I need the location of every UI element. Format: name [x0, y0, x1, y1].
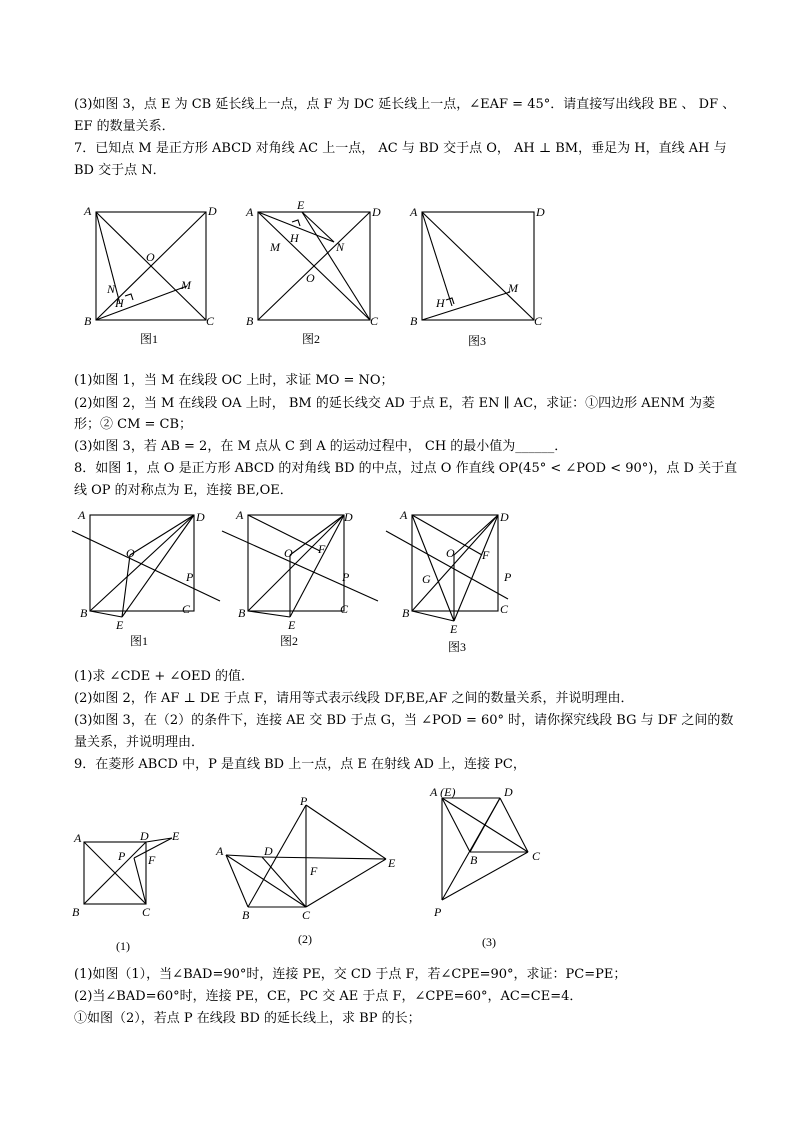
q9-f3-label-p: P: [434, 905, 442, 919]
q9-stem: 9．在菱形 ABCD 中，P 是直线 BD 上一点，点 E 在射线 AD 上，连接 PC，: [74, 757, 526, 772]
q8-f1-label-p: P: [186, 570, 194, 584]
q7-f2-caption: 图2: [302, 332, 321, 346]
q9-f3-caption: (3): [482, 935, 496, 949]
q9-part1: (1)如图（1），当∠BAD=90°时，连接 PE，交 CD 于点 F，若∠CPE=90°，求证：PC=PE；: [74, 967, 627, 982]
q9-f2-label-a: A: [216, 844, 224, 858]
q8-f1-label-c: C: [182, 602, 191, 616]
q7-f3-label-c: C: [534, 314, 543, 328]
q8-stem-line2: 线 OP 的对称点为 E，连接 BE,OE．: [74, 483, 293, 498]
q8-f1-label-a: A: [78, 508, 86, 522]
q6-part3-line1: (3)如图 3，点 E 为 CB 延长线上一点，点 F 为 DC 延长线上一点，∠EAF = 45°．请直接写出线段 BE 、 DF 、: [74, 97, 736, 112]
q9-part2: (2)当∠BAD=60°时，连接 PE，CE，PC 交 AE 于点 F，∠CPE=60°，AC=CE=4．: [74, 989, 583, 1004]
q9-f2-caption: (2): [298, 932, 312, 946]
q8-figure-2: [220, 505, 380, 655]
q7-f2-label-n: N: [336, 240, 345, 254]
q8-part2: (2)如图 2，作 AF ⊥ DE 于点 F，请用等式表示线段 DF,BE,AF 之间的数量关系，并说明理由．: [74, 691, 634, 706]
q9-f1-label-f: F: [148, 853, 156, 867]
q9-part2-sub1: ①如图（2），若点 P 在线段 BD 的延长线上，求 BP 的长；: [74, 1011, 421, 1026]
q8-f1-label-o: O: [126, 546, 135, 560]
q8-f3-label-f: F: [482, 548, 490, 562]
q9-f1-caption: (1): [116, 939, 130, 953]
q7-f1-label-b: B: [84, 314, 92, 328]
q8-figure-1: [70, 505, 230, 655]
q8-f3-label-b: B: [402, 606, 410, 620]
q8-stem-line1: 8．如图 1，点 O 是正方形 ABCD 的对角线 BD 的中点，过点 O 作直线 OP(45° < ∠POD < 90°)，点 D 关于直: [74, 461, 738, 476]
q8-f2-caption: 图2: [280, 634, 299, 648]
q7-f3-label-m: M: [508, 281, 518, 295]
q7-stem-line2: BD 交于点 N．: [74, 163, 166, 178]
q9-f2-label-d: D: [264, 844, 273, 858]
q8-part3-line2: 量关系，并说明理由．: [74, 735, 205, 750]
q8-f2-label-p: P: [342, 570, 350, 584]
q9-f2-label-p: P: [300, 794, 308, 808]
q7-f1-label-m: M: [181, 278, 191, 292]
q8-f1-label-d: D: [196, 510, 205, 524]
q8-f2-label-c: C: [340, 602, 349, 616]
q7-f2-label-h: H: [290, 231, 299, 245]
q8-f2-label-f: F: [318, 542, 326, 556]
q6-part3-line2: EF 的数量关系．: [74, 119, 175, 134]
q8-f1-caption: 图1: [130, 634, 149, 648]
q9-f1-label-p: P: [118, 849, 126, 863]
q9-f1-label-c: C: [142, 905, 151, 919]
q7-figure-2: [244, 200, 384, 350]
q9-figure-2: [214, 795, 404, 955]
q7-f2-label-m: M: [270, 240, 280, 254]
q9-f1-label-e: E: [172, 829, 180, 843]
q7-f3-label-a: A: [410, 205, 418, 219]
q8-f3-label-g: G: [422, 572, 431, 586]
q7-stem-line1: 7．已知点 M 是正方形 ABCD 对角线 AC 上一点， AC 与 BD 交于点 O， AH ⊥ BM，垂足为 H，直线 AH 与: [74, 141, 727, 156]
q8-f3-label-p: P: [504, 570, 512, 584]
q8-f2-label-b: B: [238, 606, 246, 620]
q9-f2-label-b: B: [242, 908, 250, 922]
q7-f2-label-o: O: [306, 271, 315, 285]
q8-f3-label-d: D: [500, 510, 509, 524]
q8-f1-label-b: B: [80, 606, 88, 620]
q9-f3-label-ae: A (E): [430, 785, 456, 799]
q9-f1-label-b: B: [72, 905, 80, 919]
q7-figure-3: [408, 200, 548, 350]
q8-figure-3: [384, 505, 544, 655]
q9-figure-1: [70, 820, 190, 960]
q8-f3-label-o: O: [446, 546, 455, 560]
q8-f2-label-o: O: [284, 546, 293, 560]
q7-f1-label-a: A: [84, 204, 92, 218]
q9-f3-label-b: B: [470, 853, 478, 867]
q7-part1: (1)如图 1，当 M 在线段 OC 上时，求证 MO = NO；: [74, 373, 394, 388]
q8-f1-label-e: E: [116, 618, 124, 632]
q7-figure-1: [80, 200, 220, 350]
q7-f3-label-b: B: [410, 314, 418, 328]
q8-f2-label-d: D: [344, 510, 353, 524]
q9-figure-3: [428, 780, 568, 955]
q7-f2-label-d: D: [372, 205, 381, 219]
q9-f2-label-e: E: [388, 856, 396, 870]
q9-f2-label-f: F: [310, 864, 318, 878]
q8-f3-label-e: E: [450, 622, 458, 636]
q7-f1-label-o: O: [146, 250, 155, 264]
q8-part1: (1)求 ∠CDE + ∠OED 的值．: [74, 669, 255, 684]
q7-f1-label-c: C: [206, 314, 215, 328]
q7-f3-label-h: H: [436, 296, 445, 310]
q8-f3-caption: 图3: [448, 640, 467, 654]
q7-f2-label-e: E: [297, 198, 305, 212]
q9-f1-label-a: A: [74, 831, 82, 845]
q7-f1-label-n: N: [107, 282, 116, 296]
q7-f3-caption: 图3: [468, 334, 487, 348]
q7-part3: (3)如图 3，若 AB = 2，在 M 点从 C 到 A 的运动过程中， CH 的最小值为______．: [74, 439, 568, 454]
q7-part2-line1: (2)如图 2，当 M 在线段 OA 上时， BM 的延长线交 AD 于点 E，若 EN ∥ AC，求证：①四边形 AENM 为菱: [74, 396, 715, 411]
q7-f1-caption: 图1: [140, 332, 159, 346]
q8-f2-label-a: A: [236, 508, 244, 522]
q7-part2-line2: 形；② CM = CB；: [74, 417, 193, 432]
q9-f3-label-c: C: [532, 849, 541, 863]
q7-f2-label-a: A: [246, 205, 254, 219]
q7-f1-label-d: D: [208, 204, 217, 218]
q9-f1-label-d: D: [140, 829, 149, 843]
q7-f2-label-c: C: [370, 314, 379, 328]
q8-f3-label-c: C: [500, 602, 509, 616]
q8-part3-line1: (3)如图 3，在（2）的条件下，连接 AE 交 BD 于点 G，当 ∠POD = 60° 时，请你探究线段 BG 与 DF 之间的数: [74, 713, 734, 728]
q7-f2-label-b: B: [246, 314, 254, 328]
q8-f2-label-e: E: [288, 618, 296, 632]
q9-f2-label-c: C: [302, 908, 311, 922]
q8-f3-label-a: A: [400, 508, 408, 522]
q7-f3-label-d: D: [536, 205, 545, 219]
q9-f3-label-d: D: [504, 785, 513, 799]
q7-f1-label-h: H: [115, 296, 124, 310]
